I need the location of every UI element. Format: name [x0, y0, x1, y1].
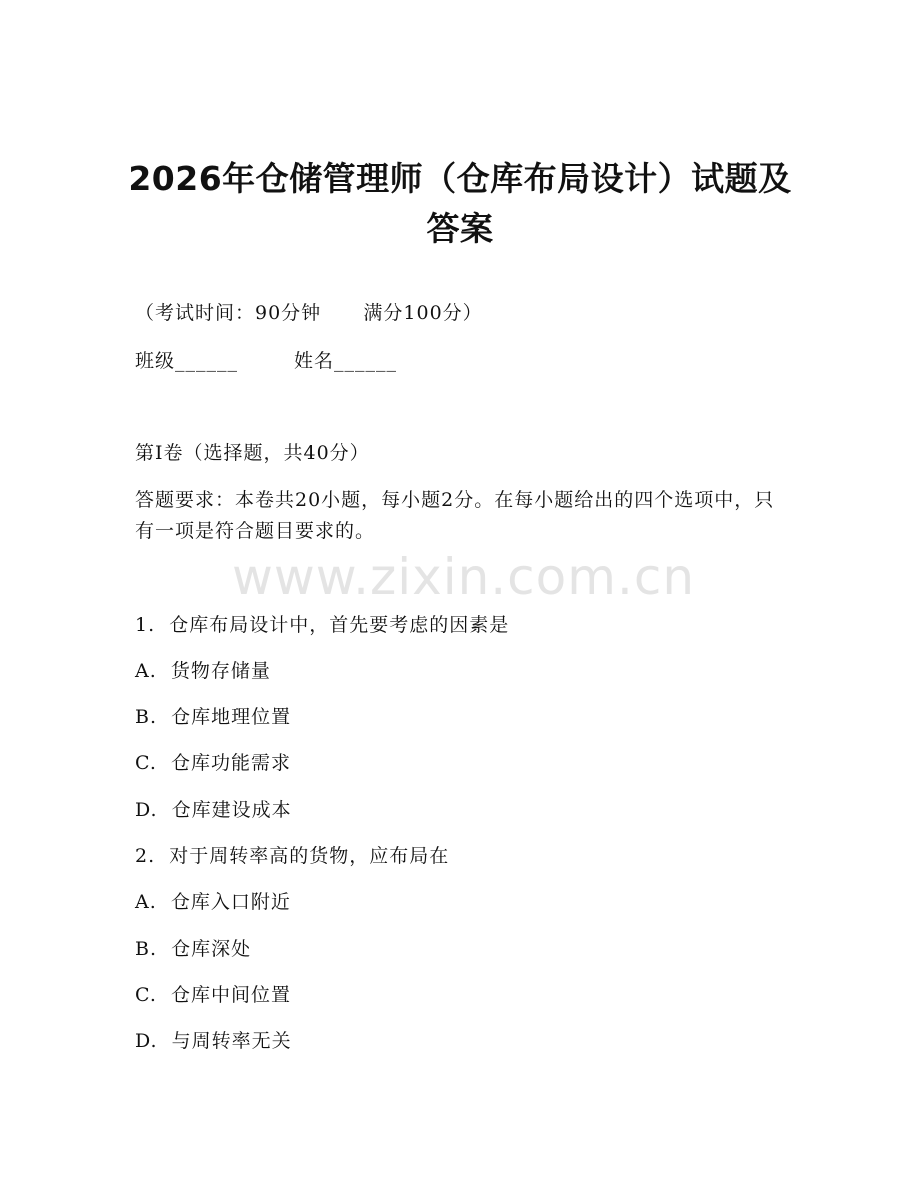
question-1-option-b: B. 仓库地理位置 — [135, 706, 292, 728]
question-1-option-a: A. 货物存储量 — [135, 660, 271, 682]
question-1-option-c: C. 仓库功能需求 — [135, 752, 291, 774]
class-field: 班级______ — [135, 350, 239, 372]
title-line-1: 2026年仓储管理师（仓库布局设计）试题及 — [128, 159, 792, 198]
question-2-option-c: C. 仓库中间位置 — [135, 984, 291, 1006]
question-1-stem: 1. 仓库布局设计中，首先要考虑的因素是 — [135, 614, 510, 636]
watermark: www.zixin.com.cn — [232, 548, 696, 606]
question-1-option-d: D. 仓库建设成本 — [135, 799, 292, 821]
title-line-2: 答案 — [426, 209, 494, 248]
question-2-option-b: B. 仓库深处 — [135, 938, 252, 960]
question-2-option-a: A. 仓库入口附近 — [135, 891, 291, 913]
question-2-stem: 2. 对于周转率高的货物，应布局在 — [135, 845, 450, 867]
question-2-option-d: D. 与周转率无关 — [135, 1030, 292, 1052]
name-field: 姓名______ — [294, 350, 398, 372]
document-title — [110, 154, 810, 254]
section-title: 第Ⅰ卷（选择题，共40分） — [135, 442, 370, 464]
exam-info: （考试时间：90分钟 满分100分） — [135, 302, 483, 324]
instructions: 答题要求：本卷共20小题，每小题2分。在每小题给出的四个选项中，只有一项是符合题目要求的。 — [135, 489, 775, 542]
